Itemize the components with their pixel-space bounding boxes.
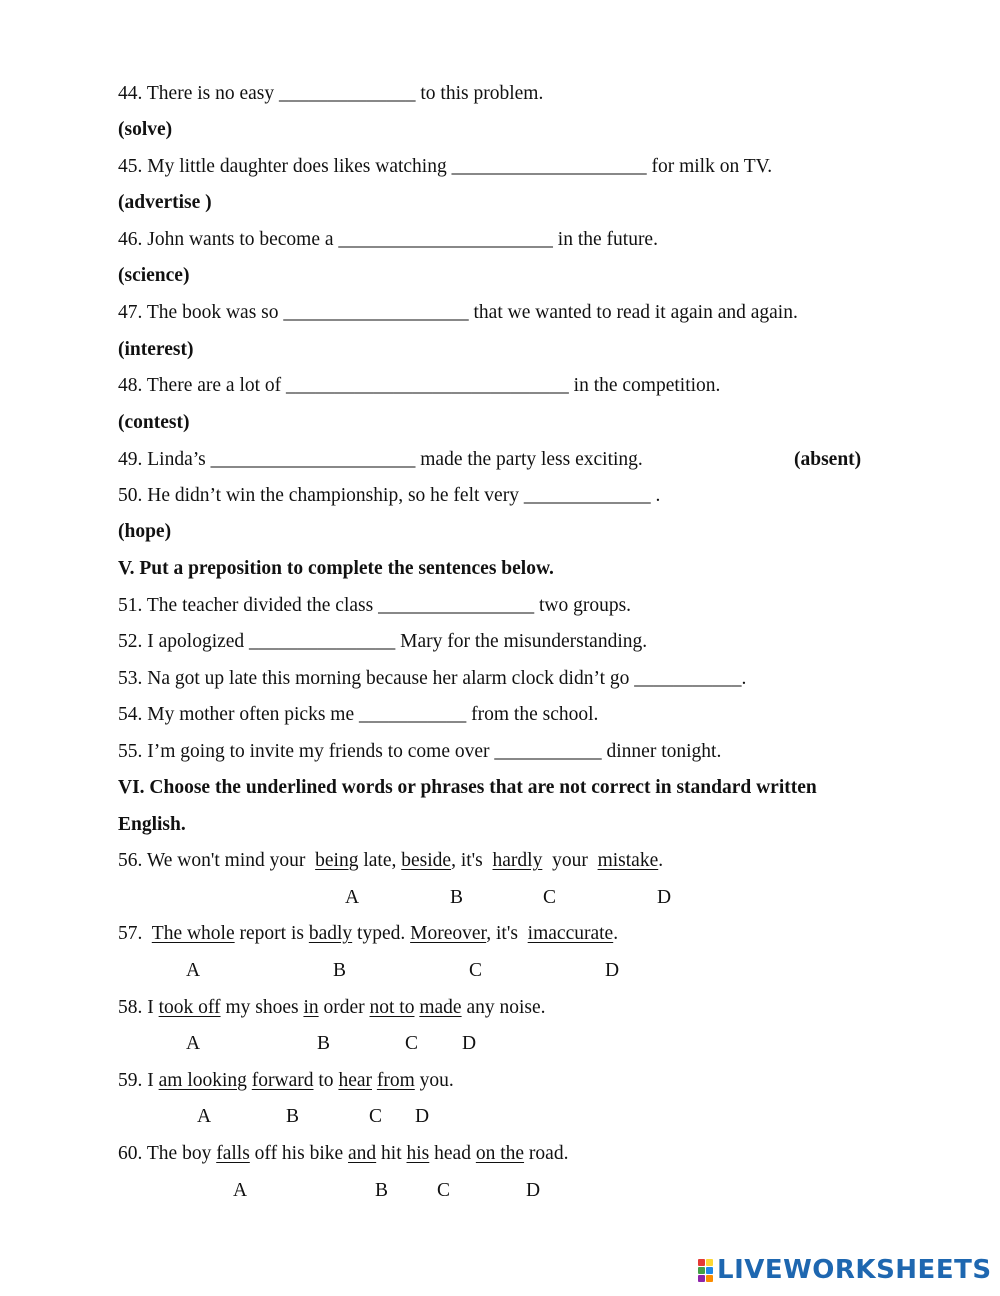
q59-letter-d: D [415,1106,430,1127]
section-5-heading: V. Put a preposition to complete the sentences below. [118,558,554,579]
q60-text-5: road. [524,1143,569,1164]
question-53: 53. Na got up late this morning because her alarm clock didn’t go ___________. [118,668,747,689]
question-45: 45. My little daughter does likes watching ____________________ for milk on TV. [118,156,773,177]
q56-letter-a: A [345,887,360,908]
q57-text-1: 57. [118,923,152,944]
q58-option-c[interactable]: not to [369,997,415,1018]
q59-option-d[interactable]: from [376,1070,415,1091]
liveworksheets-wordmark: LIVEWORKSHEETS [717,1255,992,1285]
q57-text-2: report is [234,923,309,944]
q57-letter-c: C [469,960,483,981]
q60-option-b[interactable]: and [348,1143,377,1164]
question-51: 51. The teacher divided the class ________________ two groups. [118,595,632,616]
liveworksheets-logo[interactable] [698,1255,992,1286]
q57-text-5: . [613,923,619,944]
q59-text-3: to [313,1070,339,1091]
q60-option-d[interactable]: on the [475,1143,525,1164]
q59-option-c[interactable]: hear [338,1070,372,1091]
question-55: 55. I’m going to invite my friends to come over ___________ dinner tonight. [118,741,722,762]
q57-option-d[interactable]: imaccurate [527,923,614,944]
question-60 [118,1142,568,1165]
q58-option-d[interactable]: made [419,997,462,1018]
q56-text-5: . [658,850,664,871]
question-46: 46. John wants to become a ______________________ in the future. [118,229,658,250]
q56-text-3: , it's [451,850,493,871]
section-6-heading-line-1: VI. Choose the underlined words or phrases that are not correct in standard written [118,777,817,798]
question-59 [118,1069,454,1092]
question-44-hint: (solve) [118,119,173,140]
q58-text-3: order [318,997,370,1018]
q56-option-d[interactable]: mistake [597,850,659,871]
q56-letter-d: D [657,887,672,908]
q60-letter-d: D [526,1180,541,1201]
q56-option-c[interactable]: hardly [492,850,543,871]
q57-letter-a: A [186,960,201,981]
q58-option-b[interactable]: in [303,997,319,1018]
q60-option-a[interactable]: falls [216,1143,250,1164]
q57-letter-d: D [605,960,620,981]
q60-letter-b: B [375,1180,389,1201]
q56-text-1: 56. We won't mind your [118,850,316,871]
question-44: 44. There is no easy ______________ to this problem. [118,83,544,104]
q60-letter-c: C [437,1180,451,1201]
question-47-hint: (interest) [118,339,194,360]
q58-letter-c: C [405,1033,419,1054]
question-45-hint: (advertise ) [118,192,212,213]
q58-option-a[interactable]: took off [158,997,221,1018]
q56-letter-c: C [543,887,557,908]
section-6-heading-line-2: English. [118,814,186,835]
q57-letter-b: B [333,960,347,981]
question-54: 54. My mother often picks me ___________ from the school. [118,704,599,725]
q59-option-a[interactable]: am looking [158,1070,247,1091]
q56-text-2: late, [358,850,402,871]
q57-option-c[interactable]: Moreover [410,923,487,944]
q58-letter-b: B [317,1033,331,1054]
question-56 [118,849,663,872]
q58-text-2: my shoes [220,997,304,1018]
q57-option-b[interactable]: badly [308,923,353,944]
q59-text-5: you. [414,1070,454,1091]
question-50: 50. He didn’t win the championship, so he felt very _____________ . [118,485,661,506]
question-49: 49. Linda’s _____________________ made the party less exciting. [118,449,643,470]
q58-text-1: 58. I [118,997,159,1018]
q56-text-4: your [542,850,598,871]
q57-text-4: , it's [486,923,528,944]
question-50-hint: (hope) [118,521,172,542]
q60-text-1: 60. The boy [118,1143,217,1164]
question-48-hint: (contest) [118,412,190,433]
question-49-hint: (absent) [794,449,862,470]
question-47: 47. The book was so ___________________ that we wanted to read it again and again. [118,302,798,323]
question-48: 48. There are a lot of _____________________________ in the competition. [118,375,721,396]
q56-letter-b: B [450,887,464,908]
q60-option-c[interactable]: his [406,1143,430,1164]
liveworksheets-logo-icon [698,1259,713,1282]
q58-letter-a: A [186,1033,201,1054]
q59-letter-a: A [197,1106,212,1127]
q60-text-3: hit [376,1143,407,1164]
question-57 [118,922,618,945]
q59-text-1: 59. I [118,1070,159,1091]
q58-letter-d: D [462,1033,477,1054]
question-58 [118,996,546,1019]
q60-text-4: head [429,1143,476,1164]
q56-option-b[interactable]: beside [401,850,452,871]
q60-letter-a: A [233,1180,248,1201]
q59-letter-b: B [286,1106,300,1127]
q58-text-5: any noise. [461,997,546,1018]
q56-option-a[interactable]: being [315,850,359,871]
question-52: 52. I apologized _______________ Mary for the misunderstanding. [118,631,648,652]
q60-text-2: off his bike [249,1143,349,1164]
q57-text-3: typed. [352,923,411,944]
q57-option-a[interactable]: The whole [151,923,235,944]
q59-letter-c: C [369,1106,383,1127]
question-46-hint: (science) [118,265,190,286]
q59-option-b[interactable]: forward [251,1070,314,1091]
q60-letters [0,1179,541,1296]
